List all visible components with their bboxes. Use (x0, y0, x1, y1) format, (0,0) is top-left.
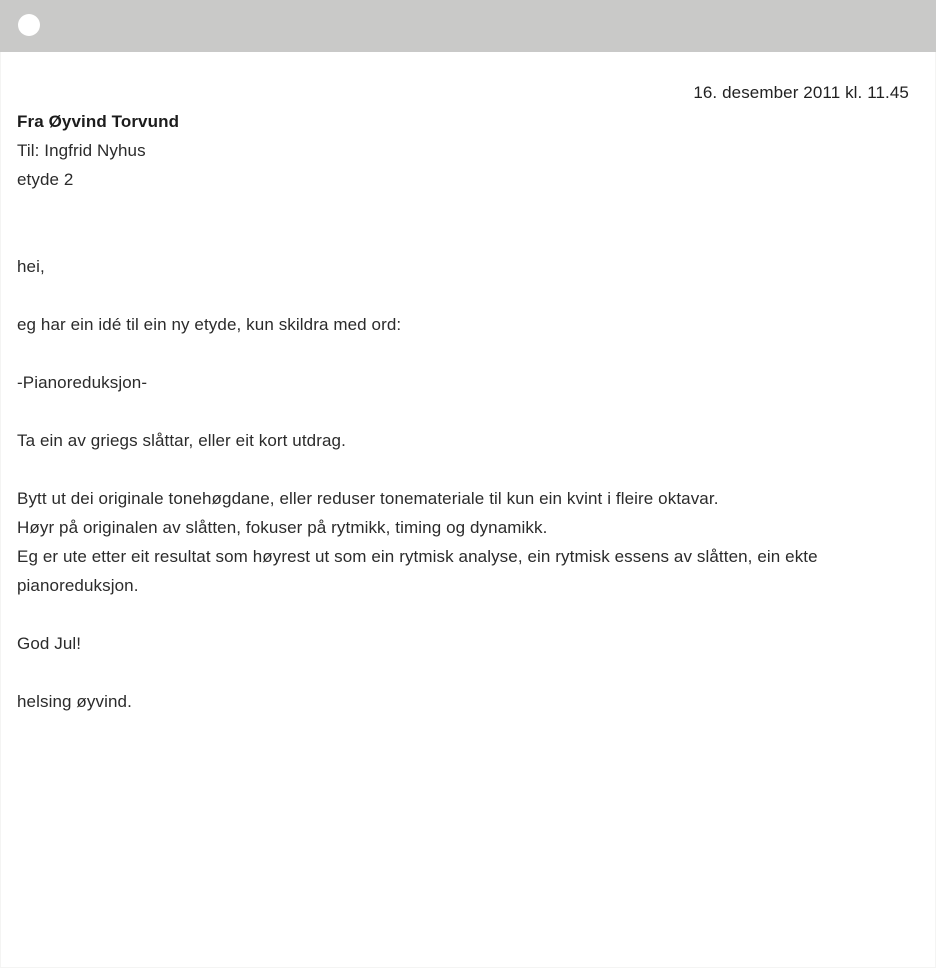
body-line: Bytt ut dei originale tonehøgdane, eller reduser tonemateriale til kun ein kvint i fleire oktavar. (17, 489, 719, 508)
email-from: Fra Øyvind Torvund (17, 112, 180, 131)
titlebar-circle-button[interactable] (18, 14, 40, 36)
body-line (17, 600, 909, 629)
email-body (17, 252, 909, 716)
body-line (17, 397, 909, 426)
email-to: Til: Ingfrid Nyhus (17, 141, 146, 160)
titlebar (0, 0, 936, 52)
body-line: Eg er ute etter eit resultat som høyrest ut som ein rytmisk analyse, ein rytmisk essens av slåtten, ein ekte pianoreduksjon. (17, 547, 823, 595)
email-date: 16. desember 2011 kl. 11.45 (693, 83, 909, 102)
body-line: eg har ein idé til ein ny etyde, kun skildra med ord: (17, 315, 402, 334)
body-line: God Jul! (17, 634, 82, 653)
body-line: helsing øyvind. (17, 692, 132, 711)
body-line: -Pianoreduksjon- (17, 373, 148, 392)
body-line (17, 455, 909, 484)
body-line: hei, (17, 257, 45, 276)
body-line (17, 339, 909, 368)
email-content (0, 52, 936, 716)
body-line (17, 281, 909, 310)
body-line: Høyr på originalen av slåtten, fokuser på rytmikk, timing og dynamikk. (17, 518, 548, 537)
body-line (17, 658, 909, 687)
body-line: Ta ein av griegs slåttar, eller eit kort utdrag. (17, 431, 346, 450)
email-subject: etyde 2 (17, 170, 74, 189)
